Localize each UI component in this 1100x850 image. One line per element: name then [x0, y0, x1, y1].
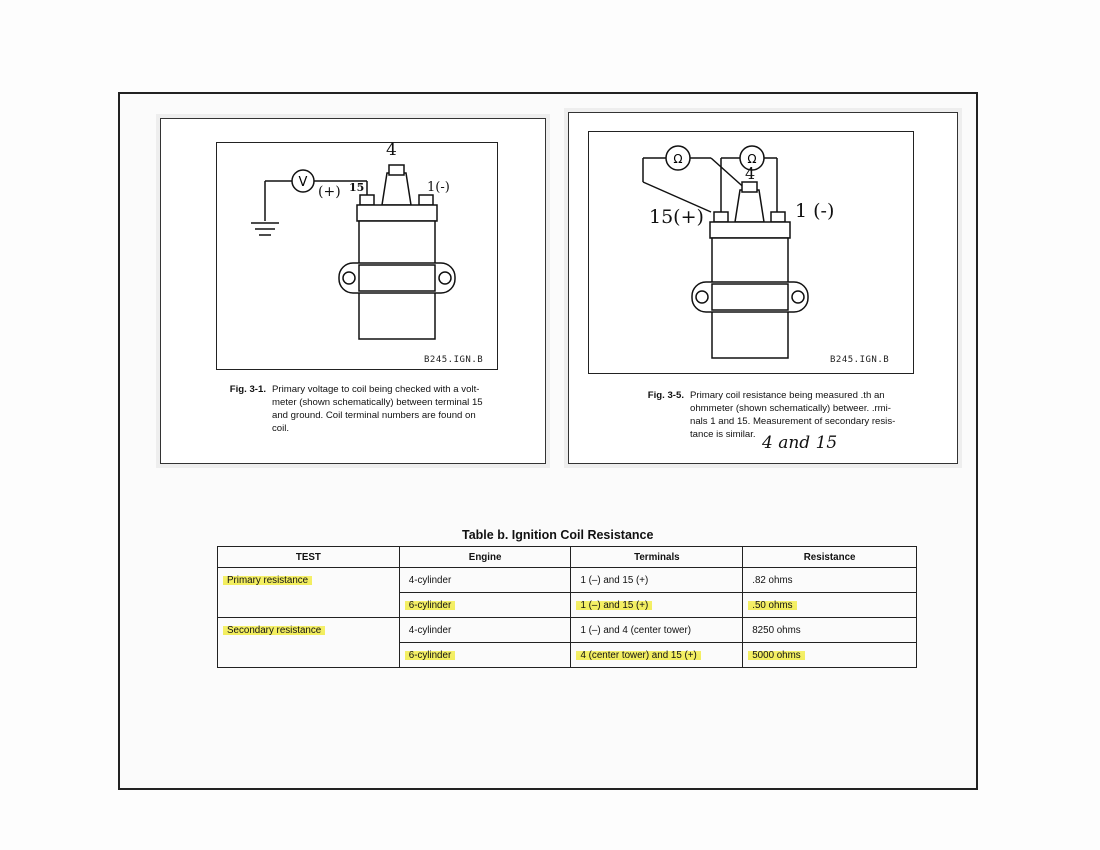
- test-cell: [218, 593, 400, 618]
- column-header-resistance: Resistance: [743, 547, 917, 568]
- terminals-cell: 1 (–) and 4 (center tower): [571, 618, 743, 643]
- engine-cell: 4-cylinder: [399, 568, 571, 593]
- terminals-cell: 1 (–) and 15 (+): [571, 568, 743, 593]
- table-row: [218, 643, 917, 668]
- svg-text:V: V: [298, 175, 308, 190]
- coil-resistance-table: [217, 546, 917, 668]
- test-cell: Secondary resistance: [218, 618, 400, 643]
- figure-label: Fig. 3-5.: [647, 390, 684, 401]
- handwritten-terminal-4: 4: [745, 164, 756, 183]
- handwritten-plus: (+): [318, 184, 341, 200]
- handwritten-minus: 1(-): [427, 180, 450, 195]
- figure-3-1-illustration: [216, 142, 498, 370]
- svg-text:Ω: Ω: [673, 152, 683, 166]
- resistance-cell: .82 ohms: [743, 568, 917, 593]
- resistance-cell: 8250 ohms: [743, 618, 917, 643]
- figure-code: B245.IGN.B: [424, 355, 484, 365]
- column-header-engine: Engine: [399, 547, 571, 568]
- column-header-test: TEST: [218, 547, 400, 568]
- resistance-cell: .50 ohms: [743, 593, 917, 618]
- engine-cell: 6-cylinder: [399, 643, 571, 668]
- svg-text:Ω: Ω: [747, 152, 757, 166]
- engine-cell: 4-cylinder: [399, 618, 571, 643]
- handwritten-terminal-15: 15(+): [649, 206, 704, 228]
- table-title: Table b. Ignition Coil Resistance: [462, 528, 654, 542]
- figure-3-1-caption: Fig. 3-1. Primary voltage to coil being checked with a volt- meter (shown schematically) between terminal 15 and ground. Coil terminal numbers are found on coil.: [216, 383, 506, 435]
- figure-code: B245.IGN.B: [830, 355, 890, 365]
- handwritten-terminal-4: 4: [386, 140, 397, 160]
- handwritten-note: 4 and 15: [762, 433, 838, 453]
- figure-3-5-caption: Fig. 3-5. Primary coil resistance being measured .th an ohmmeter (shown schematically) betweer. .rmi- nals 1 and 15. Measurement of secondary resis- tance is similar.: [634, 389, 918, 441]
- test-cell: Primary resistance: [218, 568, 400, 593]
- terminal-15-label: 15: [349, 181, 365, 194]
- handwritten-terminal-1: 1 (-): [795, 200, 835, 222]
- coil-voltage-diagram: [217, 143, 497, 369]
- table-row: [218, 618, 917, 643]
- test-cell: [218, 643, 400, 668]
- terminals-cell: 1 (–) and 15 (+): [571, 593, 743, 618]
- figure-label: Fig. 3-1.: [229, 384, 266, 395]
- engine-cell: 6-cylinder: [399, 593, 571, 618]
- table-header-row: [218, 547, 917, 568]
- terminals-cell: 4 (center tower) and 15 (+): [571, 643, 743, 668]
- table-row: [218, 593, 917, 618]
- column-header-terminals: Terminals: [571, 547, 743, 568]
- table-row: [218, 568, 917, 593]
- resistance-cell: 5000 ohms: [743, 643, 917, 668]
